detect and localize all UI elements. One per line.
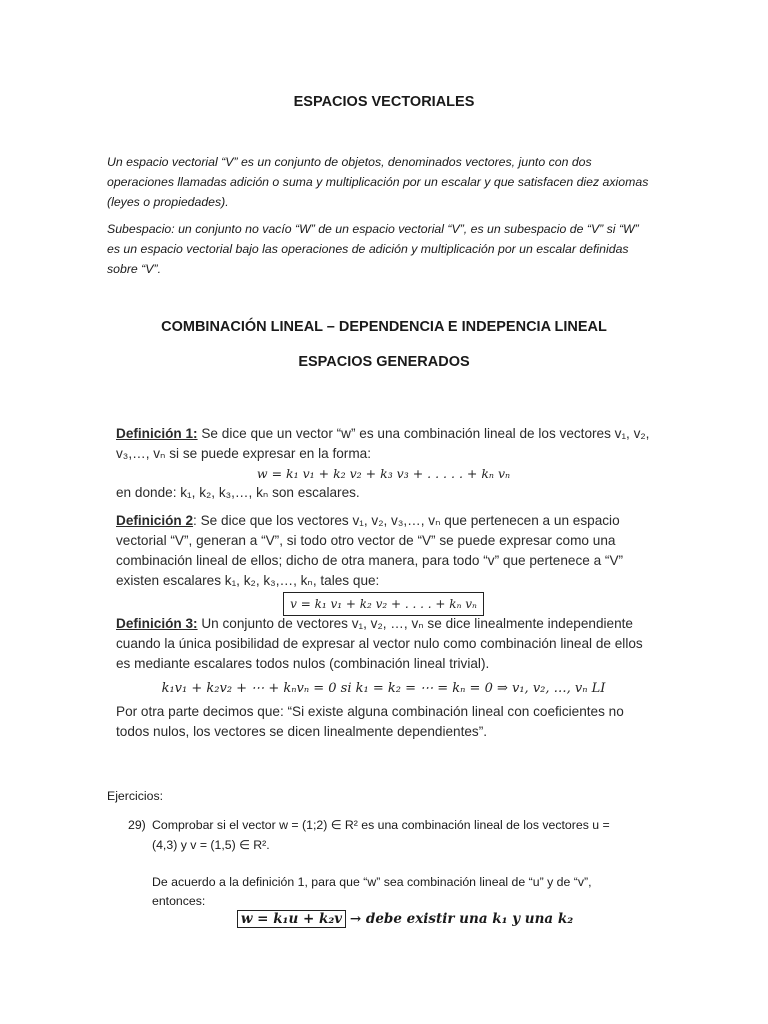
definition-3 [116,614,651,742]
exercise-line: (4,3) y v = (1,5) ∈ R². [152,838,270,852]
explanation-line: entonces: [152,894,206,908]
definition-2-formula: v = k₁ v₁ + k₂ v₂ + . . . . + kₙ vₙ [283,592,484,616]
definition-3-label: Definición 3: [116,616,198,631]
def-text: v₃,…, vₙ si se puede expresar en la forma: [116,446,371,461]
intro-paragraph [107,152,667,212]
subspace-line: Subespacio: un conjunto no vacío “W” de un espacio vectorial “V”, es un subespacio de “V” si “W” [107,222,639,236]
def-text: cuando la única posibilidad de expresar al vector nulo como combinación lineal de ellos [116,636,643,651]
definition-2 [116,511,651,616]
exercise-line: Comprobar si el vector w = (1;2) ∈ R² es una combinación lineal de los vectores u = [152,818,610,832]
intro-line: (leyes o propiedades). [107,195,229,209]
subspace-line: sobre “V”. [107,262,161,276]
page-title: ESPACIOS VECTORIALES [293,94,475,110]
intro-line: operaciones llamadas adición o suma y multiplicación por un escalar y que satisfacen diez axiomas [107,175,649,189]
exercise-29 [128,815,668,855]
def-text: en donde: k₁, k₂, k₃,…, kₙ son escalares. [116,485,360,500]
section-subheading: ESPACIOS GENERADOS [298,354,470,370]
definition-2-label: Definición 2 [116,513,194,528]
def-text: Por otra parte decimos que: “Si existe alguna combinación lineal con coeficientes no [116,704,624,719]
subspace-paragraph [107,219,667,279]
exercise-number: 29) [128,818,146,832]
exercises-label: Ejercicios: [107,789,164,803]
def-text: combinación lineal de ellos; dicho de otra manera, para todo “v” que pertenece a “V” [116,553,624,568]
exercise-explanation [152,873,672,911]
combination-formula-box: w = k₁u + k₂v [237,910,346,928]
definition-3-formula: k₁v₁ + k₂v₂ + ⋯ + kₙvₙ = 0 si k₁ = k₂ = ⋯ = kₙ = 0 ⇒ v₁, v₂, …, vₙ LI [161,681,606,696]
combination-formula-tail: → debe existir una k₁ y una k₂ [349,911,574,927]
def-text: : Se dice que los vectores v₁, v₂, v₃,…, vₙ que pertenecen a un espacio [193,513,620,528]
section-heading: COMBINACIÓN LINEAL – DEPENDENCIA E INDEPENCIA LINEAL [161,319,607,335]
def-text: Se dice que un vector “w” es una combinación lineal de los vectores v₁, v₂, [197,426,650,441]
definition-1 [116,424,651,503]
exercise-formula [0,910,768,928]
definition-1-formula: w = k₁ v₁ + k₂ v₂ + k₃ v₃ + . . . . . + kₙ vₙ [256,466,511,481]
def-text: Un conjunto de vectores v₁, v₂, …, vₙ se dice linealmente independiente [197,616,633,631]
explanation-line: De acuerdo a la definición 1, para que “w” sea combinación lineal de “u” y de “v”, [152,875,592,889]
def-text: vectorial “V”, generan a “V”, si todo otro vector de “V” se puede expresar como una [116,533,616,548]
intro-line: Un espacio vectorial “V” es un conjunto de objetos, denominados vectores, junto con dos [107,155,592,169]
subspace-line: es un espacio vectorial bajo las operaciones de adición y multiplicación por un escalar definidas [107,242,629,256]
def-text: existen escalares k₁, k₂, k₃,…, kₙ, tales que: [116,573,380,588]
definition-1-label: Definición 1: [116,426,198,441]
def-text: todos nulos, los vectores se dicen linealmente dependientes”. [116,724,488,739]
def-text: es mediante escalares todos nulos (combinación lineal trivial). [116,656,490,671]
